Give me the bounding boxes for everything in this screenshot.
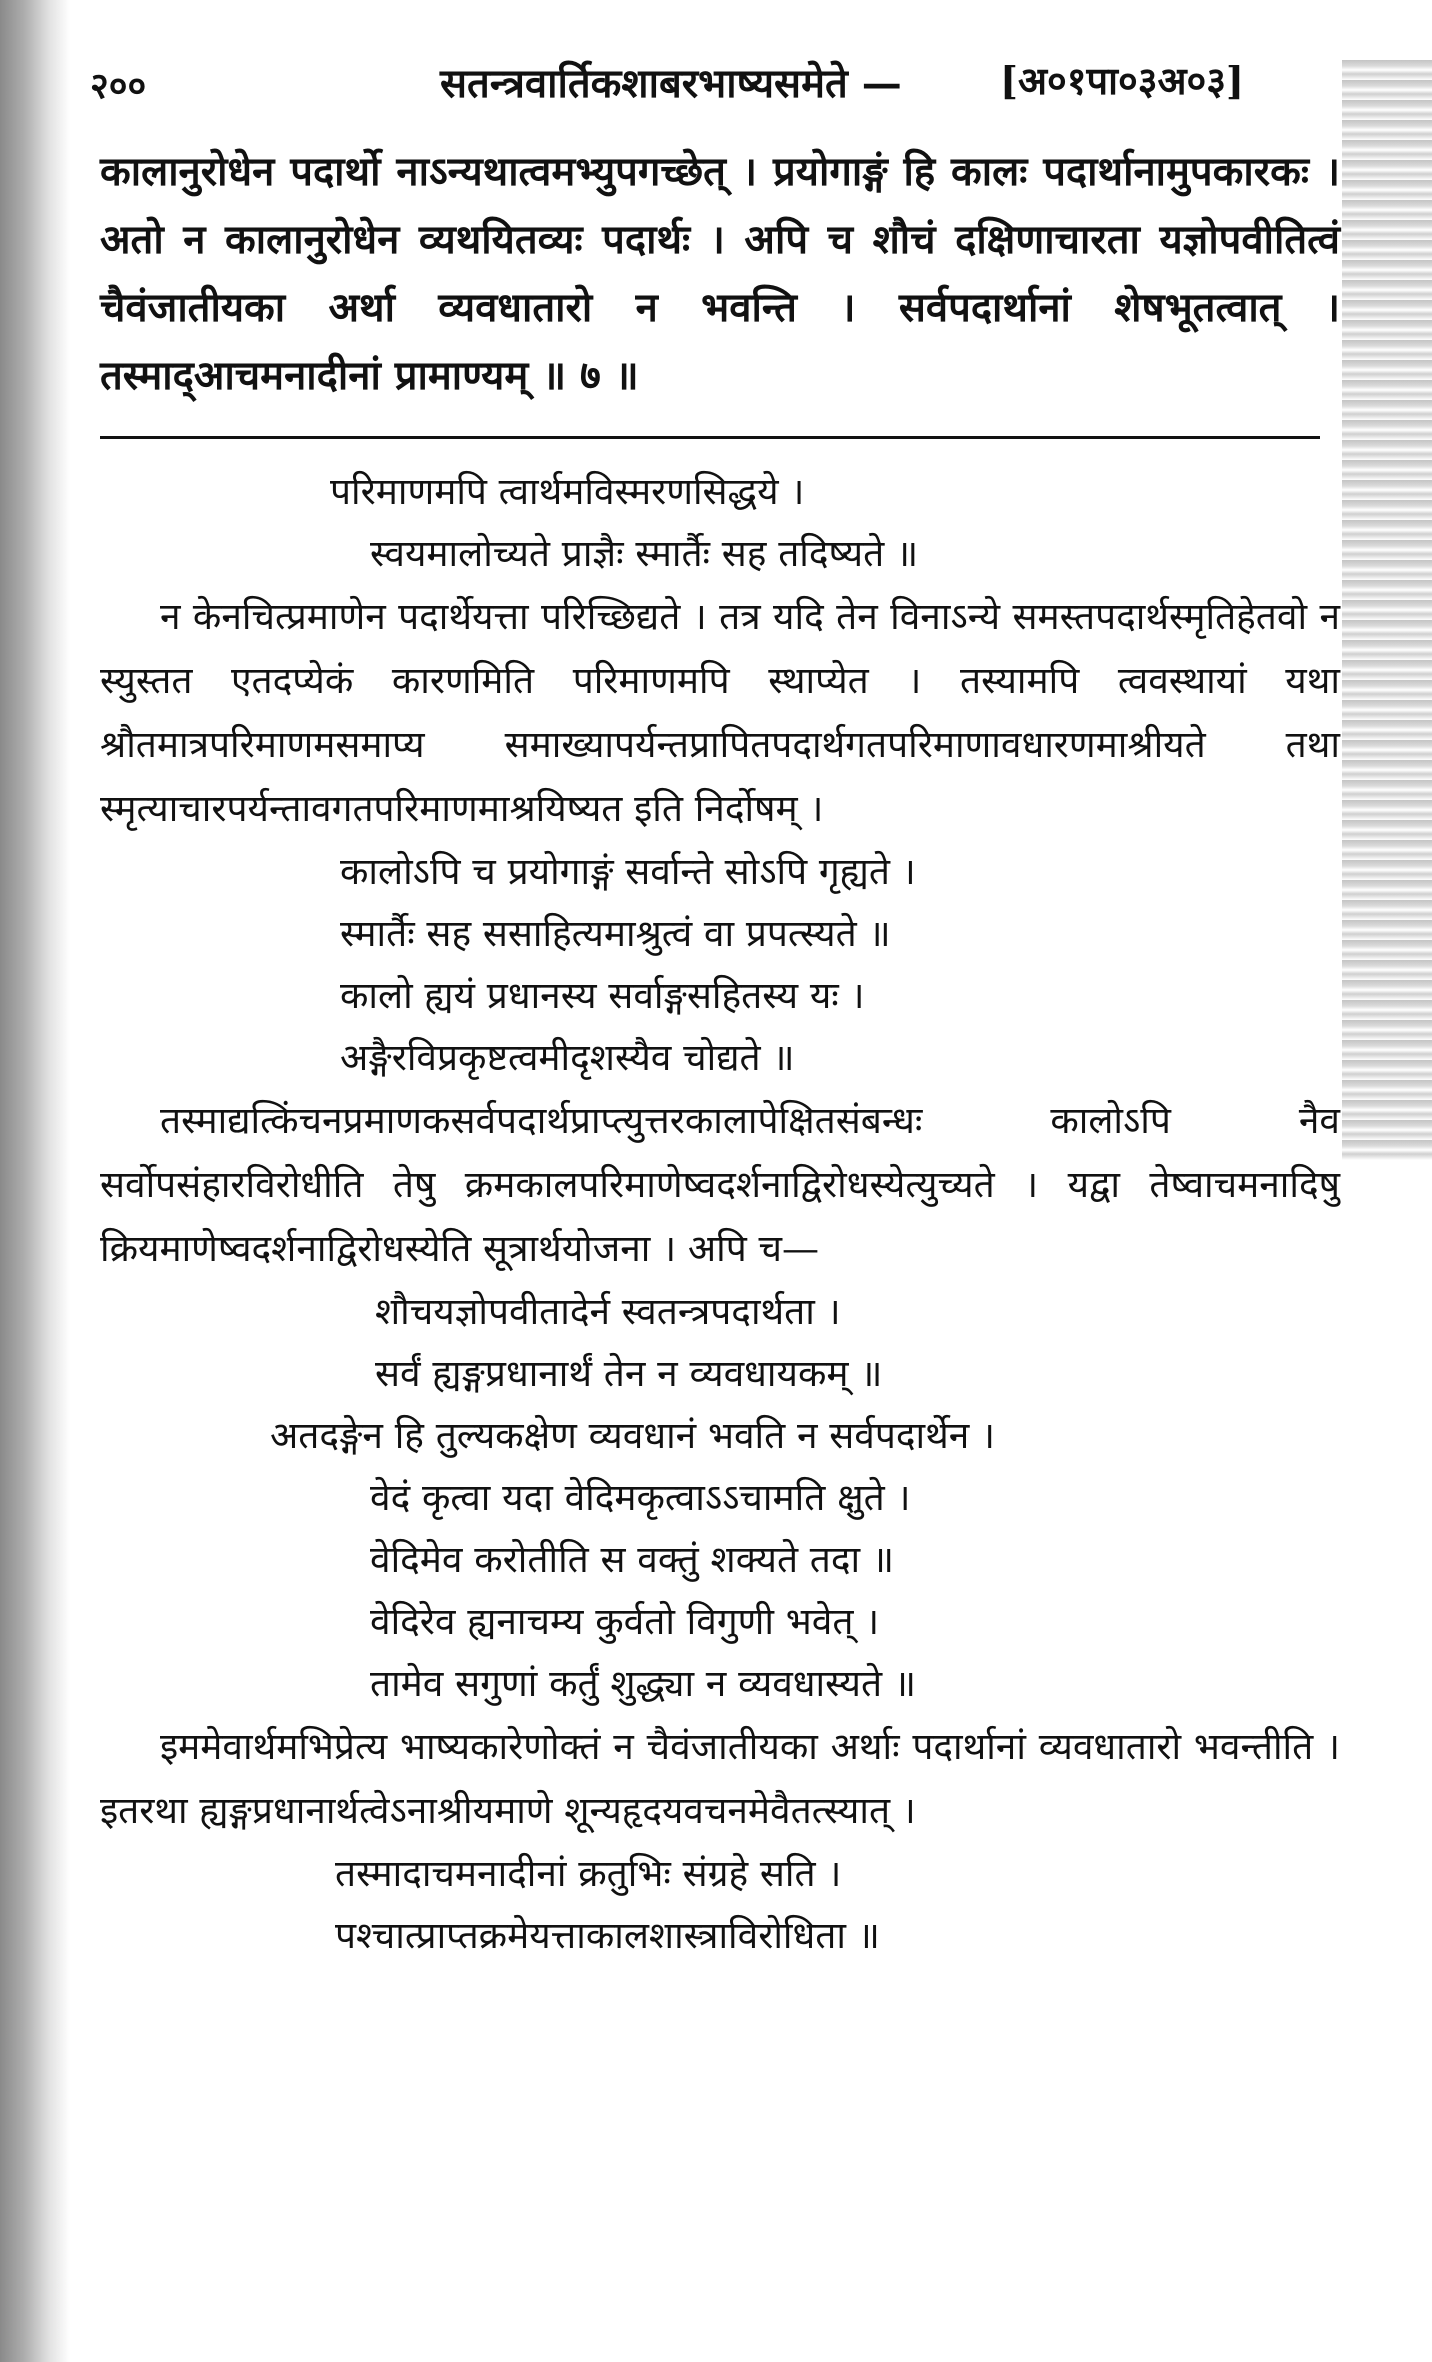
- running-title: सतन्त्रवार्तिकशाबरभाष्यसमेते —: [440, 60, 902, 107]
- scan-edge-shadow: [0, 0, 70, 2362]
- verse-block-3: [100, 1281, 1340, 1405]
- verse-line: स्मार्तैः सह ससाहित्यमाश्रुत्वं वा प्रपत्स्यते ॥: [340, 912, 891, 955]
- verse-block-1: [100, 461, 1340, 585]
- verse-line: पश्चात्प्राप्तक्रमेयत्ताकालशास्त्राविरोधिता ॥: [335, 1914, 880, 1957]
- vartika-paragraph-2: तस्माद्यत्किंचनप्रमाणकसर्वपदार्थप्राप्त्युत्तरकालापेक्षितसंबन्धः कालोऽपि नैव सर्वोपसंहारविरोधीति तेषु क्रमकालपरिमाणेष्वदर्शनाद्विरोधस्येत्युच्यते । यद्वा तेष्वाचमनादिषु क्रियमाणेष्वदर्शनाद्विरोधस्येति सूत्रार्थयोजना । अपि च—: [100, 1099, 1340, 1270]
- verse-line: वेदिमेव करोतीति स वक्तुं शक्यते तदा ॥: [370, 1538, 895, 1581]
- page-number: २००: [90, 65, 147, 107]
- verse-block-2: [100, 841, 1340, 1089]
- page-header: [90, 40, 1340, 120]
- section-divider: [100, 436, 1320, 439]
- verse-line: परिमाणमपि त्वार्थमविस्मरणसिद्धये ।: [330, 470, 805, 513]
- verse-line: कालोऽपि च प्रयोगाङ्गं सर्वान्ते सोऽपि गृह्यते ।: [340, 850, 916, 893]
- vartika-paragraph-4: इममेवार्थमभिप्रेत्य भाष्यकारेणोक्तं न चैवंजातीयका अर्थाः पदार्थानां व्यवधातारो भवन्तीति । इतरथा ह्यङ्गप्रधानार्थत्वेऽनाश्रीयमाणे शून्यहृदयवचनमेवैतत्स्यात् ।: [100, 1725, 1340, 1832]
- verse-line: वेदं कृत्वा यदा वेदिमकृत्वाऽऽचामति क्षुते ।: [370, 1476, 911, 1519]
- verse-line: अङ्गैरविप्रकृष्टत्वमीदृशस्यैव चोद्यते ॥: [340, 1036, 795, 1079]
- document-page: [90, 40, 1340, 1967]
- verse-line: कालो ह्ययं प्रधानस्य सर्वाङ्गसहितस्य यः ।: [340, 974, 865, 1017]
- scan-edge-noise: [1342, 60, 1432, 1160]
- verse-line: सर्वं ह्यङ्गप्रधानार्थं तेन न व्यवधायकम् ॥: [375, 1352, 883, 1395]
- bhashya-paragraph: कालानुरोधेन पदार्थो नाऽन्यथात्वमभ्युपगच्छेत् । प्रयोगाङ्गं हि कालः पदार्थानामुपकारकः । अतो न कालानुरोधेन व्यथयितव्यः पदार्थः । अपि च शौचं दक्षिणाचारता यज्ञोपवीतित्वं चैवंजातीयका अर्था व्यवधातारो न भवन्ति । सर्वपदार्थानां शेषभूतत्वात् । तस्माद्आचमनादीनां प्रामाण्यम् ॥ ७ ॥: [100, 148, 1340, 399]
- verse-line: स्वयमालोच्यते प्राज्ञैः स्मार्तैः सह तदिष्यते ॥: [370, 532, 919, 575]
- verse-line: तामेव सगुणां कर्तुं शुद्ध्या न व्यवधास्यते ॥: [370, 1662, 916, 1705]
- section-reference: [अ०१पा०३अ०३]: [1000, 58, 1245, 103]
- vartika-line-3: अतदङ्गेन हि तुल्यकक्षेण व्यवधानं भवति न सर्वपदार्थेन ।: [270, 1414, 996, 1457]
- verse-line: वेदिरेव ह्यनाचम्य कुर्वतो विगुणी भवेत् ।: [370, 1600, 880, 1643]
- verse-line: शौचयज्ञोपवीतादेर्न स्वतन्त्रपदार्थता ।: [375, 1290, 841, 1333]
- verse-block-4: [100, 1467, 1340, 1715]
- vartika-paragraph-1: न केनचित्प्रमाणेन पदार्थेयत्ता परिच्छिद्यते । तत्र यदि तेन विनाऽन्ये समस्तपदार्थस्मृतिहेतवो न स्युस्तत एतदप्येकं कारणमिति परिमाणमपि स्थाप्येत । तस्यामपि त्ववस्थायां यथा श्रौतमात्रपरिमाणमसमाप्य समाख्यापर्यन्तप्रापितपदार्थगतपरिमाणावधारणमाश्रीयते तथा स्मृत्याचारपर्यन्तावगतपरिमाणमाश्रयिष्यत इति निर्दोषम् ।: [100, 595, 1340, 830]
- verse-block-5: [100, 1843, 1340, 1967]
- verse-line: तस्मादाचमनादीनां क्रतुभिः संग्रहे सति ।: [335, 1852, 842, 1895]
